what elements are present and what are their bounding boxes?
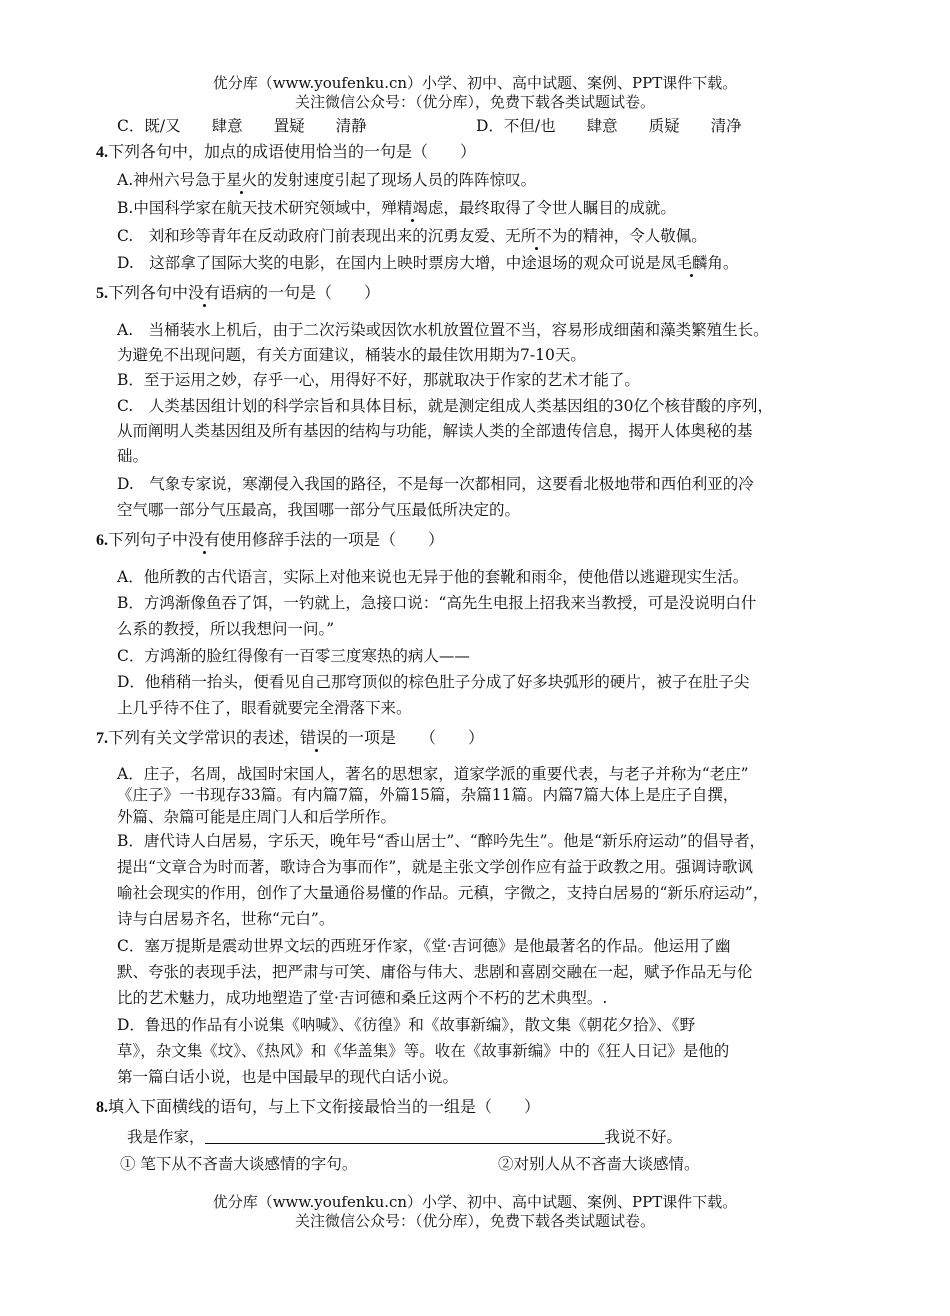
q6-option-d-line-2: 上几乎待不住了，眼看就要完全滑落下来。 (117, 699, 412, 717)
q7-option-b-line-1: B．唐代诗人白居易，字乐天，晚年号“香山居士”、“醉吟先生”。他是“新乐府运动”的倡导者， (117, 832, 765, 850)
q5-option-c-line-3: 础。 (117, 447, 149, 465)
question-number: 7. (96, 730, 108, 747)
question-number: 4. (96, 144, 108, 161)
question-6-stem (96, 530, 444, 551)
sentence-text: 我是作家， (127, 1128, 205, 1146)
footer-line-2: 关注微信公众号：（优分库），免费下载各类试题试卷。 (294, 1212, 655, 1230)
dotted-idiom: 星火 (226, 171, 258, 189)
option-text: C. 刘和珍等青年在反动政府门前表现出来的沉勇友爱、 (117, 227, 506, 245)
q7-option-a-line-3: 外篇、杂篇可能是庄周门人和后学所作。 (117, 808, 397, 826)
q5-option-b: B．至于运用之妙，存乎一心，用得好不好，那就取决于作家的艺术才能了。 (117, 371, 640, 389)
q6-option-d-line-1: D．他稍稍一抬头，便看见自己那穹顶似的棕色肚子分成了好多块弧形的硬片，被子在肚子尖 (117, 673, 750, 691)
q8-option-2: ②对别人从不吝啬大谈感情。 (498, 1155, 700, 1173)
question-number: 5. (96, 285, 108, 302)
q6-option-a: A．他所教的古代语言，实际上对他来说也无异于他的套靴和雨伞，使他借以逃避现实生活。 (117, 568, 749, 586)
q7-option-b-line-2: 提出“文章合为时而著，歌诗合为事而作”，就是主张文学创作应有益于政教之用。强调诗歌讽 (117, 858, 753, 876)
question-number: 8. (96, 1099, 108, 1116)
dotted-word: 错误 (300, 728, 333, 747)
question-text: 下列有关文学常识的表述， (108, 728, 301, 747)
q7-option-c-line-1: C．塞万提斯是震动世界文坛的西班牙作家，《堂·吉诃德》是他最著名的作品。他运用了幽 (117, 937, 731, 955)
q5-option-d-line-1: D. 气象专家说，寒潮侵入我国的路径，不是每一次都相同，这要看北极地带和西伯利亚的冷 (117, 475, 754, 493)
q3-option-c: C．既/又 肆意 置疑 清静 (117, 117, 367, 135)
q5-option-a-line-1: A. 当桶装水上机后，由于二次污染或因饮水机放置位置不当，容易形成细菌和藻类繁殖生长。 (117, 321, 769, 339)
q7-option-b-line-3: 喻社会现实的作用，创作了大量通俗易懂的作品。元稹，字微之，支持白居易的“新乐府运动”， (117, 884, 769, 902)
q4-option-c (117, 226, 707, 246)
question-8-stem (96, 1097, 540, 1118)
q7-option-d-line-1: D．鲁迅的作品有小说集《呐喊》、《彷徨》和《故事新编》，散文集《朝花夕拾》、《野 (117, 1016, 696, 1034)
q7-option-d-line-2: 草》，杂文集《坟》、《热风》和《华盖集》等。收在《故事新编》中的《狂人日记》是他的 (117, 1042, 730, 1060)
q7-option-c-line-2: 默、夸张的表现手法，把严肃与可笑、庸俗与伟大、悲剧和喜剧交融在一起，赋予作品无与伦 (117, 963, 753, 981)
dotted-idiom: 凤毛麟角 (660, 254, 723, 272)
question-4-stem (96, 142, 476, 163)
q6-option-b-line-1: B．方鸿渐像鱼吞了饵，一钓就上，急接口说：“高先生电报上招我来当教授，可是没说明白什 (117, 594, 757, 612)
q5-option-a-line-2: 为避免不出现问题，有关方面建议，桶装水的最佳饮用期为7-10天。 (117, 346, 586, 364)
q7-option-d-line-3: 第一篇白话小说，也是中国最早的现代白话小说。 (117, 1068, 459, 1086)
q7-option-b-line-4: 诗与白居易齐名，世称“元白”。 (117, 910, 335, 928)
option-text: D. 这部拿了国际大奖的电影，在国内上映时票房大增，中途退场的观众可说是 (117, 254, 661, 272)
question-5-stem (96, 283, 380, 304)
q4-option-d (117, 253, 738, 273)
dotted-word: 没有 (188, 530, 221, 549)
q5-option-d-line-2: 空气哪一部分气压最高，我国哪一部分气压最低所决定的。 (117, 501, 521, 519)
q4-option-a (117, 170, 536, 190)
answer-blank (205, 1127, 605, 1144)
option-text: 的精神，令人敬佩。 (567, 227, 707, 245)
q6-option-c: C．方鸿渐的脸红得像有一百零三度寒热的病人—— (117, 647, 470, 665)
question-text: 填入下面横线的语句，与上下文衔接最恰当的一组是（ ） (108, 1097, 541, 1116)
q8-sentence (127, 1127, 682, 1147)
question-text: 下列各句中 (108, 283, 189, 302)
dotted-word: 没有 (188, 283, 221, 302)
sentence-text: 我说不好。 (604, 1128, 683, 1146)
option-text: 。 (722, 254, 739, 272)
question-number: 6. (96, 532, 108, 549)
dotted-idiom: 无所不为 (505, 227, 568, 245)
header-line-2: 关注微信公众号：（优分库），免费下载各类试题试卷。 (294, 93, 655, 111)
page-footer (0, 1193, 950, 1231)
q7-option-c-line-3: 比的艺术魅力，成功地塑造了堂·吉诃德和桑丘这两个不朽的艺术典型。. (117, 989, 608, 1007)
page-header (0, 74, 950, 112)
q5-option-c-line-1: C. 人类基因组计划的科学宗旨和具体目标，就是测定组成人类基因组的30亿个核苷酸的序列， (117, 397, 773, 415)
question-7-stem (96, 728, 484, 749)
question-text: 的一项是 （ ） (332, 728, 485, 747)
q8-option-1: ① 笔下从不吝啬大谈感情的字句。 (120, 1155, 358, 1173)
q4-option-b (117, 198, 676, 218)
option-text: ，最终取得了令世人瞩目的成就。 (443, 199, 676, 217)
q5-option-c-line-2: 从而阐明人类基因组及所有基因的结构与功能，解读人类的全部遗传信息，揭开人体奥秘的基 (117, 422, 753, 440)
q6-option-b-line-2: 么系的教授，所以我想问一问。” (117, 620, 335, 638)
header-line-1: 优分库（www.youfenku.cn）小学、初中、高中试题、案例、PPT课件下载。 (212, 74, 738, 92)
footer-line-1: 优分库（www.youfenku.cn）小学、初中、高中试题、案例、PPT课件下载。 (212, 1193, 738, 1211)
option-text: A.神州六号急于 (117, 171, 227, 189)
option-text: 的发射速度引起了现场人员的阵阵惊叹。 (257, 171, 537, 189)
question-text: 下列各句中，加点的成语使用恰当的一句是（ ） (108, 142, 477, 161)
question-text: 使用修辞手法的一项是（ ） (220, 530, 445, 549)
option-text: B.中国科学家在航天技术研究领域中， (117, 199, 382, 217)
question-text: 语病的一句是（ ） (220, 283, 381, 302)
q3-option-d: D．不但/也 肆意 质疑 清净 (476, 117, 742, 135)
question-text: 下列句子中 (108, 530, 189, 549)
q7-option-a-line-1: A．庄子，名周，战国时宋国人，著名的思想家，道家学派的重要代表，与老子并称为“老庄” (117, 765, 749, 783)
dotted-idiom: 殚精竭虑 (381, 199, 444, 217)
q7-option-a-line-2: 《庄子》一书现存33篇。有内篇7篇，外篇15篇，杂篇11篇。内篇7篇大体上是庄子自撰， (117, 786, 739, 804)
